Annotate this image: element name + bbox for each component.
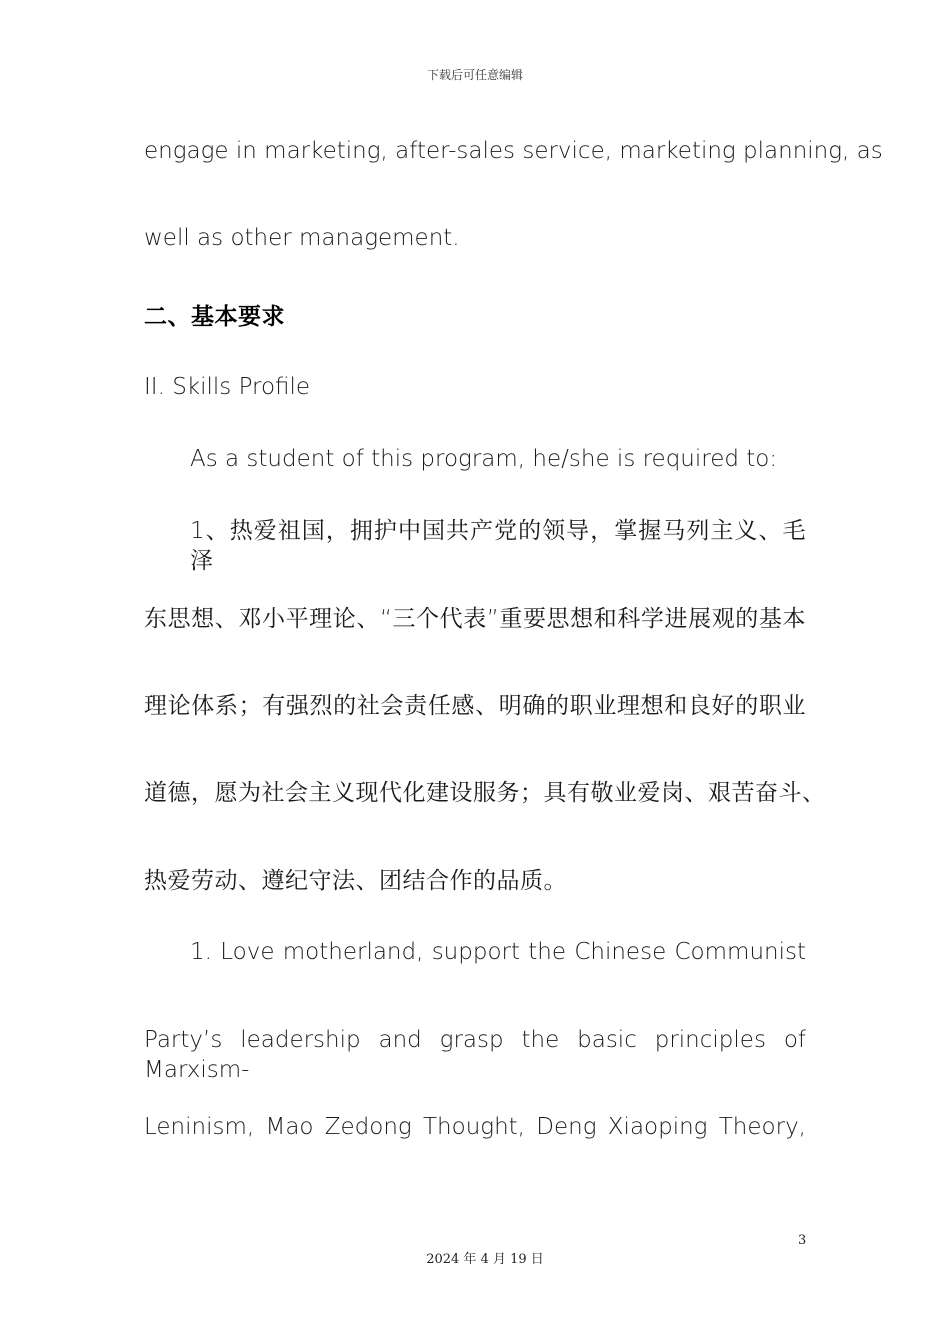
body-text-line: Party’s leadership and grasp the basic principles of Marxism- (144, 1027, 806, 1083)
header-note: 下载后可任意编辑 (426, 68, 523, 82)
body-text-line: 热爱劳动、遵纪守法、团结合作的品质。 (144, 868, 567, 894)
footer-date: 2024 年 4 月 19 日 (426, 1252, 544, 1267)
body-text-line: well as other management. (144, 225, 460, 251)
body-text-line: 理论体系；有强烈的社会责任感、明确的职业理想和良好的职业 (144, 693, 806, 719)
body-text-line: engage in marketing, after-sales service, marketing planning, as (144, 138, 883, 164)
body-text-line: Leninism, Mao Zedong Thought, Deng Xiaoping Theory, (144, 1114, 806, 1140)
body-text-line: 1. Love motherland, support the Chinese Communist (190, 939, 806, 965)
section-heading-english: II. Skills Profile (144, 374, 311, 400)
body-text-line: As a student of this program, he/she is required to: (190, 446, 778, 472)
body-text-line: 道德，愿为社会主义现代化建设服务；具有敬业爱岗、艰苦奋斗、 (144, 780, 826, 806)
body-text-line: 东思想、邓小平理论、“三个代表”重要思想和科学进展观的基本 (144, 606, 806, 632)
page-number: 3 (798, 1233, 807, 1248)
section-heading-chinese: 二、基本要求 (144, 304, 285, 330)
body-text-line: 1、热爱祖国，拥护中国共产党的领导，掌握马列主义、毛泽 (190, 518, 806, 574)
